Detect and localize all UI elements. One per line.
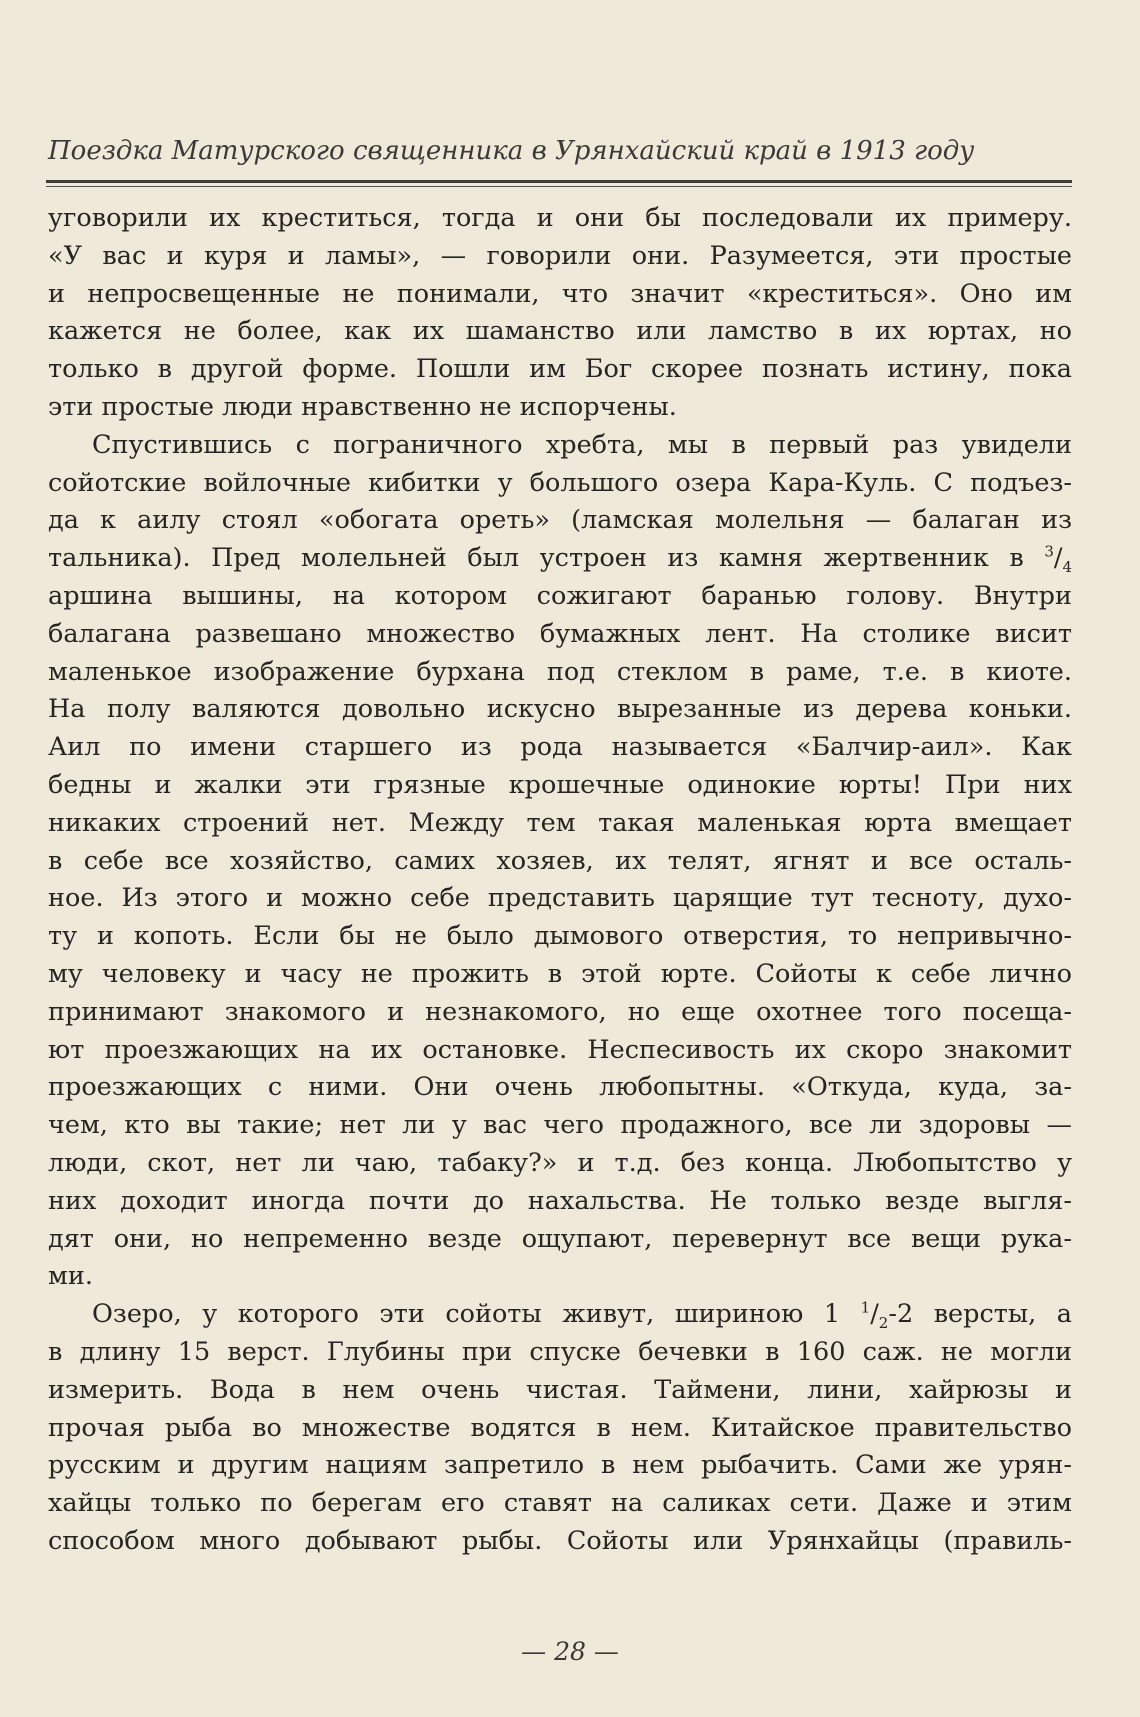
text-line: бедны и жалки эти грязные крошечные одинокие юрты! При них bbox=[48, 769, 1072, 800]
text-line: уговорили их креститься, тогда и они бы последовали их примеру. bbox=[48, 203, 1072, 233]
page-number: — 28 — bbox=[521, 1637, 619, 1666]
text-line: только в другой форме. Пошли им Бог скорее познать истину, пока bbox=[48, 354, 1072, 385]
text-line: прочая рыба во множестве водятся в нем. Китайское правительство bbox=[48, 1412, 1072, 1443]
text-line: Аил по имени старшего из рода называется «Балчир-аил». Как bbox=[48, 732, 1072, 763]
text-line: в длину 15 верст. Глубины при спуске бечевки в 160 саж. не могли bbox=[48, 1336, 1072, 1367]
text-segment: -2 версты, а bbox=[888, 1299, 1072, 1330]
text-line: На полу валяются довольно искусно вырезанные из дерева коньки. bbox=[48, 694, 1072, 725]
text-line: способом много добывают рыбы. Сойоты или Урянхайцы (правиль- bbox=[48, 1525, 1072, 1556]
text-line: Спустившись с пограничного хребта, мы в первый раз увидели bbox=[92, 429, 1072, 460]
text-line: них доходит иногда почти до нахальства. Не только везде выгля- bbox=[48, 1185, 1072, 1216]
fraction-denominator: 4 bbox=[1062, 558, 1072, 577]
text-line: кажется не более, как их шаманство или ламство в их юртах, но bbox=[48, 316, 1072, 347]
text-line: измерить. Вода в нем очень чистая. Таймени, лини, хайрюзы и bbox=[48, 1374, 1072, 1405]
text-line: маленькое изображение бурхана под стеклом в раме, т.е. в киоте. bbox=[48, 656, 1072, 687]
text-line: «У вас и куря и ламы», — говорили они. Разумеется, эти простые bbox=[48, 240, 1072, 271]
paragraph-3 bbox=[48, 1296, 1072, 1561]
text-segment: Озеро, у которого эти сойоты живут, шириною 1 bbox=[92, 1299, 861, 1330]
text-line-with-fraction: Озеро, у которого эти сойоты живут, шириною 1 $^1/_2-2$ версты, а bbox=[92, 1298, 1072, 1333]
text-line: принимают знакомого и незнакомого, но еще охотнее того посеща- bbox=[48, 996, 1072, 1027]
text-line: в себе все хозяйство, самих хозяев, их телят, ягнят и все осталь- bbox=[48, 845, 1072, 876]
text-line: аршина вышины, на котором сожигают баранью голову. Внутри bbox=[48, 580, 1072, 611]
text-line: хайцы только по берегам его ставят на саликах сети. Даже и этим bbox=[48, 1488, 1072, 1519]
text-line: му человеку и часу не прожить в этой юрте. Сойоты к себе лично bbox=[48, 958, 1072, 989]
paragraph-1 bbox=[48, 200, 1072, 427]
text-line: чем, кто вы такие; нет ли у вас чего продажного, все ли здоровы — bbox=[48, 1110, 1072, 1141]
fraction-numerator: 3 bbox=[1044, 542, 1054, 561]
text-line: ту и копоть. Если бы не было дымового отверстия, то непривычно- bbox=[48, 921, 1072, 952]
text-line: балагана развешано множество бумажных лент. На столике висит bbox=[48, 618, 1072, 649]
paragraph-2 bbox=[48, 427, 1072, 1296]
text-line: эти простые люди нравственно не испорчены. bbox=[48, 391, 677, 422]
text-line: проезжающих с ними. Они очень любопытны. «Откуда, куда, за- bbox=[48, 1072, 1072, 1103]
text-line: ют проезжающих на их остановке. Неспесивость их скоро знакомит bbox=[48, 1034, 1072, 1065]
text-line: ми. bbox=[48, 1261, 93, 1292]
header-rule-thin bbox=[46, 186, 1072, 187]
text-segment: тальника). Пред молельней был устроен из камня жертвенник в bbox=[48, 543, 1045, 574]
text-line: дят они, но непременно везде ощупают, перевернут все вещи рука- bbox=[48, 1223, 1072, 1254]
text-line: да к аилу стоял «обогата ореть» (ламская молельня — балаган из bbox=[48, 505, 1072, 536]
text-line-with-fraction: тальника). Пред молельней был устроен из камня жертвенник в $^3/_4$ bbox=[48, 542, 1072, 577]
text-line: ное. Из этого и можно себе представить царящие тут тесноту, духо- bbox=[48, 883, 1072, 914]
text-line: никаких строений нет. Между тем такая маленькая юрта вмещает bbox=[48, 807, 1072, 838]
header-rule bbox=[46, 180, 1072, 183]
body-text bbox=[48, 200, 1072, 1561]
text-line: сойотские войлочные кибитки у большого озера Кара-Куль. С подъез- bbox=[48, 467, 1072, 498]
running-title: Поездка Матурского священника в Урянхайский край в 1913 году bbox=[48, 136, 975, 166]
fraction-numerator: 1 bbox=[860, 1298, 871, 1317]
text-line: люди, скот, нет ли чаю, табаку?» и т.д. без конца. Любопытство у bbox=[48, 1147, 1072, 1178]
fraction-denominator: 2 bbox=[878, 1314, 889, 1333]
text-line: и непросвещенные не понимали, что значит «креститься». Оно им bbox=[48, 278, 1072, 309]
text-line: русским и другим нациям запретило в нем рыбачить. Сами же урян- bbox=[48, 1450, 1072, 1481]
